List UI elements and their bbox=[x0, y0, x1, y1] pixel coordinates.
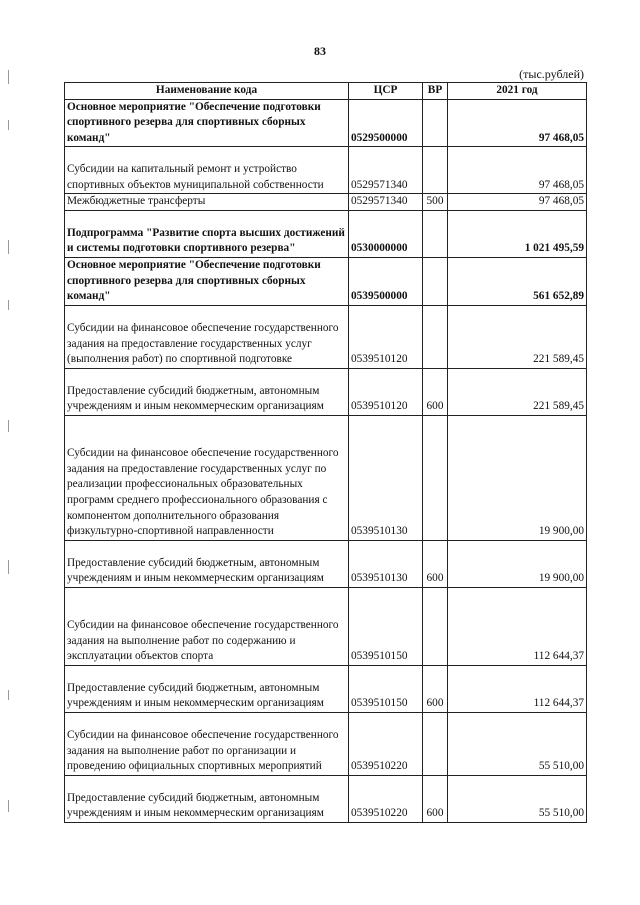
row-name-cell: Субсидии на финансовое обеспечение государственного задания на выполнение работ по организации и проведению официальных спортивных мероприятий bbox=[65, 712, 349, 775]
row-sum-cell: 221 589,45 bbox=[448, 368, 587, 415]
table-row bbox=[65, 540, 587, 587]
table-row bbox=[65, 712, 587, 775]
row-vr-cell bbox=[423, 415, 448, 540]
row-csr-cell: 0529571340 bbox=[349, 194, 423, 211]
table-row bbox=[65, 194, 587, 211]
row-csr-cell: 0530000000 bbox=[349, 210, 423, 257]
table-row bbox=[65, 147, 587, 194]
row-name-cell: Основное мероприятие "Обеспечение подготовки спортивного резерва для спортивных сборных команд" bbox=[65, 99, 349, 147]
row-csr-cell: 0539510220 bbox=[349, 712, 423, 775]
header-vr: ВР bbox=[423, 83, 448, 100]
row-csr-cell: 0539510130 bbox=[349, 415, 423, 540]
row-name-cell: Субсидии на финансовое обеспечение государственного задания на предоставление государственных услуг (выполнения работ) по спортивной подготовке bbox=[65, 305, 349, 368]
row-csr-cell: 0539500000 bbox=[349, 257, 423, 305]
row-name-cell: Подпрограмма "Развитие спорта высших достижений и системы подготовки спортивного резерва" bbox=[65, 210, 349, 257]
table-header-row bbox=[65, 83, 587, 100]
row-name-cell: Субсидии на финансовое обеспечение государственного задания на предоставление государственных услуг по реализации профессиональных образовательных программ среднего профессионального образования с компонентом дополнительного образования физкультурно-спортивной направленности bbox=[65, 415, 349, 540]
row-name-cell: Предоставление субсидий бюджетным, автономным учреждениям и иным некоммерческим организациям bbox=[65, 368, 349, 415]
row-name-cell: Межбюджетные трансферты bbox=[65, 194, 349, 211]
table-row bbox=[65, 665, 587, 712]
row-csr-cell: 0539510130 bbox=[349, 540, 423, 587]
row-vr-cell bbox=[423, 305, 448, 368]
table-row bbox=[65, 775, 587, 822]
table-row bbox=[65, 368, 587, 415]
row-sum-cell: 1 021 495,59 bbox=[448, 210, 587, 257]
row-sum-cell: 55 510,00 bbox=[448, 712, 587, 775]
row-sum-cell: 97 468,05 bbox=[448, 147, 587, 194]
row-csr-cell: 0539510220 bbox=[349, 775, 423, 822]
row-name-cell: Субсидии на капитальный ремонт и устройство спортивных объектов муниципальной собственности bbox=[65, 147, 349, 194]
row-name-cell: Предоставление субсидий бюджетным, автономным учреждениям и иным некоммерческим организациям bbox=[65, 540, 349, 587]
row-csr-cell: 0539510120 bbox=[349, 305, 423, 368]
row-name-cell: Предоставление субсидий бюджетным, автономным учреждениям и иным некоммерческим организациям bbox=[65, 775, 349, 822]
row-csr-cell: 0539510150 bbox=[349, 665, 423, 712]
row-csr-cell: 0539510120 bbox=[349, 368, 423, 415]
row-vr-cell: 600 bbox=[423, 775, 448, 822]
row-vr-cell bbox=[423, 587, 448, 665]
table-row bbox=[65, 305, 587, 368]
row-vr-cell: 600 bbox=[423, 540, 448, 587]
row-vr-cell: 500 bbox=[423, 194, 448, 211]
row-sum-cell: 221 589,45 bbox=[448, 305, 587, 368]
row-vr-cell bbox=[423, 712, 448, 775]
budget-table bbox=[64, 82, 587, 823]
row-name-cell: Субсидии на финансовое обеспечение государственного задания на выполнение работ по содержанию и эксплуатации объектов спорта bbox=[65, 587, 349, 665]
row-sum-cell: 112 644,37 bbox=[448, 587, 587, 665]
row-vr-cell bbox=[423, 257, 448, 305]
table-row bbox=[65, 210, 587, 257]
row-sum-cell: 112 644,37 bbox=[448, 665, 587, 712]
row-sum-cell: 97 468,05 bbox=[448, 99, 587, 147]
table-row bbox=[65, 99, 587, 147]
row-name-cell: Предоставление субсидий бюджетным, автономным учреждениям и иным некоммерческим организациям bbox=[65, 665, 349, 712]
row-sum-cell: 55 510,00 bbox=[448, 775, 587, 822]
row-csr-cell: 0539510150 bbox=[349, 587, 423, 665]
header-sum: 2021 год bbox=[448, 83, 587, 100]
row-csr-cell: 0529500000 bbox=[349, 99, 423, 147]
row-csr-cell: 0529571340 bbox=[349, 147, 423, 194]
row-vr-cell: 600 bbox=[423, 665, 448, 712]
row-name-cell: Основное мероприятие "Обеспечение подготовки спортивного резерва для спортивных сборных команд" bbox=[65, 257, 349, 305]
page-number: 83 bbox=[314, 44, 326, 58]
table-row bbox=[65, 257, 587, 305]
row-vr-cell bbox=[423, 210, 448, 257]
table-row bbox=[65, 587, 587, 665]
table-body bbox=[65, 99, 587, 822]
row-vr-cell bbox=[423, 99, 448, 147]
header-csr: ЦСР bbox=[349, 83, 423, 100]
row-sum-cell: 97 468,05 bbox=[448, 194, 587, 211]
row-sum-cell: 19 900,00 bbox=[448, 415, 587, 540]
scan-edge-marks bbox=[8, 0, 10, 905]
row-vr-cell: 600 bbox=[423, 368, 448, 415]
row-vr-cell bbox=[423, 147, 448, 194]
header-name: Наименование кода bbox=[65, 83, 349, 100]
units-note: (тыс.рублей) bbox=[519, 67, 584, 81]
row-sum-cell: 19 900,00 bbox=[448, 540, 587, 587]
row-sum-cell: 561 652,89 bbox=[448, 257, 587, 305]
table-row bbox=[65, 415, 587, 540]
